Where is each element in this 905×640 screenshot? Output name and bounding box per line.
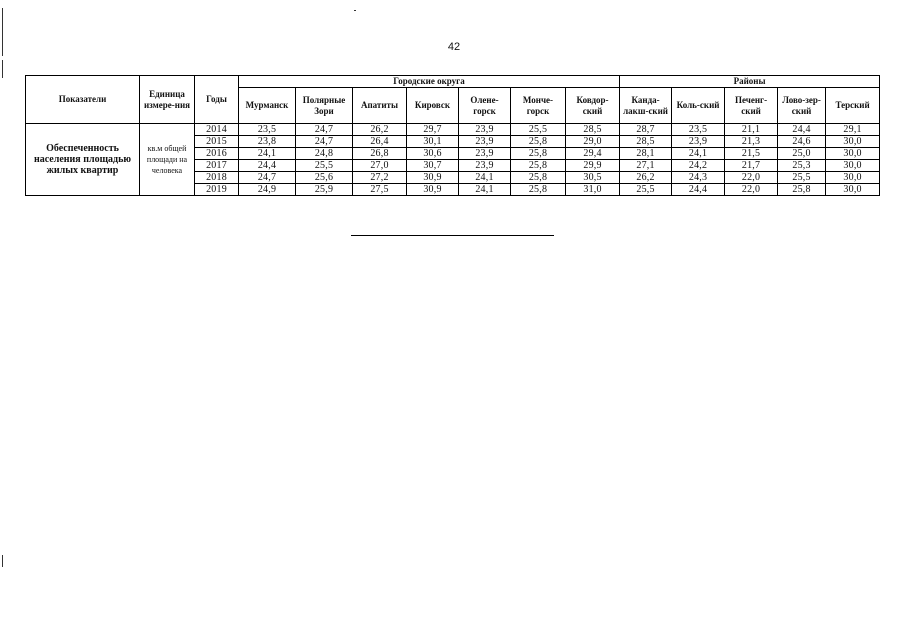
- value-cell: 30,0: [826, 148, 880, 160]
- scan-dot: [354, 10, 356, 11]
- value-cell: 30,0: [826, 136, 880, 148]
- value-cell: 24,7: [296, 124, 353, 136]
- housing-table: [25, 75, 880, 196]
- value-cell: 26,8: [353, 148, 407, 160]
- value-cell: 24,3: [672, 172, 725, 184]
- header-urban-2: Апатиты: [353, 88, 407, 124]
- value-cell: 21,5: [725, 148, 778, 160]
- value-cell: 26,2: [353, 124, 407, 136]
- value-cell: 29,9: [566, 160, 620, 172]
- value-cell: 25,8: [778, 184, 826, 196]
- header-urban-1: Полярные Зори: [296, 88, 353, 124]
- indicator-cell: Обеспеченность населения площадью жилых квартир: [26, 124, 140, 196]
- value-cell: 27,1: [620, 160, 672, 172]
- value-cell: 21,3: [725, 136, 778, 148]
- header-district-1: Коль-ский: [672, 88, 725, 124]
- value-cell: 24,4: [672, 184, 725, 196]
- value-cell: 25,8: [511, 184, 566, 196]
- value-cell: 24,9: [239, 184, 296, 196]
- value-cell: 23,9: [672, 136, 725, 148]
- header-urban-6: Ковдор-ский: [566, 88, 620, 124]
- value-cell: 24,4: [778, 124, 826, 136]
- value-cell: 29,0: [566, 136, 620, 148]
- value-cell: 25,5: [511, 124, 566, 136]
- value-cell: 30,7: [407, 160, 459, 172]
- header-district-3: Лово-зер-ский: [778, 88, 826, 124]
- header-unit: Единица измере-ния: [140, 76, 195, 124]
- value-cell: 25,8: [511, 172, 566, 184]
- value-cell: 30,0: [826, 160, 880, 172]
- year-cell: 2016: [195, 148, 239, 160]
- value-cell: 21,1: [725, 124, 778, 136]
- header-district-2: Печенг-ский: [725, 88, 778, 124]
- value-cell: 25,5: [620, 184, 672, 196]
- value-cell: 30,0: [826, 184, 880, 196]
- value-cell: 23,9: [459, 160, 511, 172]
- year-cell: 2015: [195, 136, 239, 148]
- value-cell: 24,8: [296, 148, 353, 160]
- value-cell: 26,2: [620, 172, 672, 184]
- value-cell: 22,0: [725, 172, 778, 184]
- page-number: 42: [447, 41, 461, 53]
- value-cell: 24,4: [239, 160, 296, 172]
- value-cell: 23,5: [239, 124, 296, 136]
- table-row: [26, 124, 880, 136]
- year-cell: 2017: [195, 160, 239, 172]
- year-cell: 2019: [195, 184, 239, 196]
- value-cell: 24,1: [239, 148, 296, 160]
- value-cell: 30,9: [407, 172, 459, 184]
- header-urban-5: Монче-горск: [511, 88, 566, 124]
- value-cell: 27,2: [353, 172, 407, 184]
- value-cell: 23,9: [459, 136, 511, 148]
- value-cell: 24,1: [459, 172, 511, 184]
- value-cell: 23,5: [672, 124, 725, 136]
- value-cell: 25,8: [511, 148, 566, 160]
- value-cell: 29,7: [407, 124, 459, 136]
- scan-mark-left-mid: [2, 60, 3, 78]
- header-group-districts: Районы: [620, 76, 880, 88]
- value-cell: 28,5: [620, 136, 672, 148]
- value-cell: 30,6: [407, 148, 459, 160]
- header-district-4: Терский: [826, 88, 880, 124]
- header-district-0: Канда-лакш-ский: [620, 88, 672, 124]
- header-urban-0: Мурманск: [239, 88, 296, 124]
- value-cell: 27,0: [353, 160, 407, 172]
- value-cell: 23,9: [459, 148, 511, 160]
- value-cell: 28,1: [620, 148, 672, 160]
- value-cell: 25,3: [778, 160, 826, 172]
- value-cell: 25,8: [511, 136, 566, 148]
- header-urban-4: Олене-горск: [459, 88, 511, 124]
- value-cell: 30,0: [826, 172, 880, 184]
- value-cell: 22,0: [725, 184, 778, 196]
- value-cell: 25,6: [296, 172, 353, 184]
- year-cell: 2018: [195, 172, 239, 184]
- year-cell: 2014: [195, 124, 239, 136]
- value-cell: 30,5: [566, 172, 620, 184]
- value-cell: 30,9: [407, 184, 459, 196]
- value-cell: 25,0: [778, 148, 826, 160]
- value-cell: 27,5: [353, 184, 407, 196]
- value-cell: 24,1: [672, 148, 725, 160]
- scan-mark-left-low: [2, 555, 3, 567]
- header-years: Годы: [195, 76, 239, 124]
- value-cell: 30,1: [407, 136, 459, 148]
- value-cell: 24,7: [239, 172, 296, 184]
- value-cell: 25,8: [511, 160, 566, 172]
- value-cell: 28,7: [620, 124, 672, 136]
- end-rule: [351, 235, 554, 236]
- value-cell: 25,5: [778, 172, 826, 184]
- scan-mark-left-top: [2, 8, 3, 56]
- value-cell: 29,4: [566, 148, 620, 160]
- value-cell: 31,0: [566, 184, 620, 196]
- value-cell: 24,7: [296, 136, 353, 148]
- value-cell: 28,5: [566, 124, 620, 136]
- value-cell: 26,4: [353, 136, 407, 148]
- value-cell: 24,2: [672, 160, 725, 172]
- value-cell: 24,1: [459, 184, 511, 196]
- unit-cell: кв.м общей площади на человека: [140, 124, 195, 196]
- value-cell: 23,9: [459, 124, 511, 136]
- value-cell: 24,6: [778, 136, 826, 148]
- value-cell: 25,5: [296, 160, 353, 172]
- header-group-urban: Городские округа: [239, 76, 620, 88]
- value-cell: 23,8: [239, 136, 296, 148]
- value-cell: 21,7: [725, 160, 778, 172]
- header-indicator: Показатели: [26, 76, 140, 124]
- header-urban-3: Кировск: [407, 88, 459, 124]
- value-cell: 29,1: [826, 124, 880, 136]
- value-cell: 25,9: [296, 184, 353, 196]
